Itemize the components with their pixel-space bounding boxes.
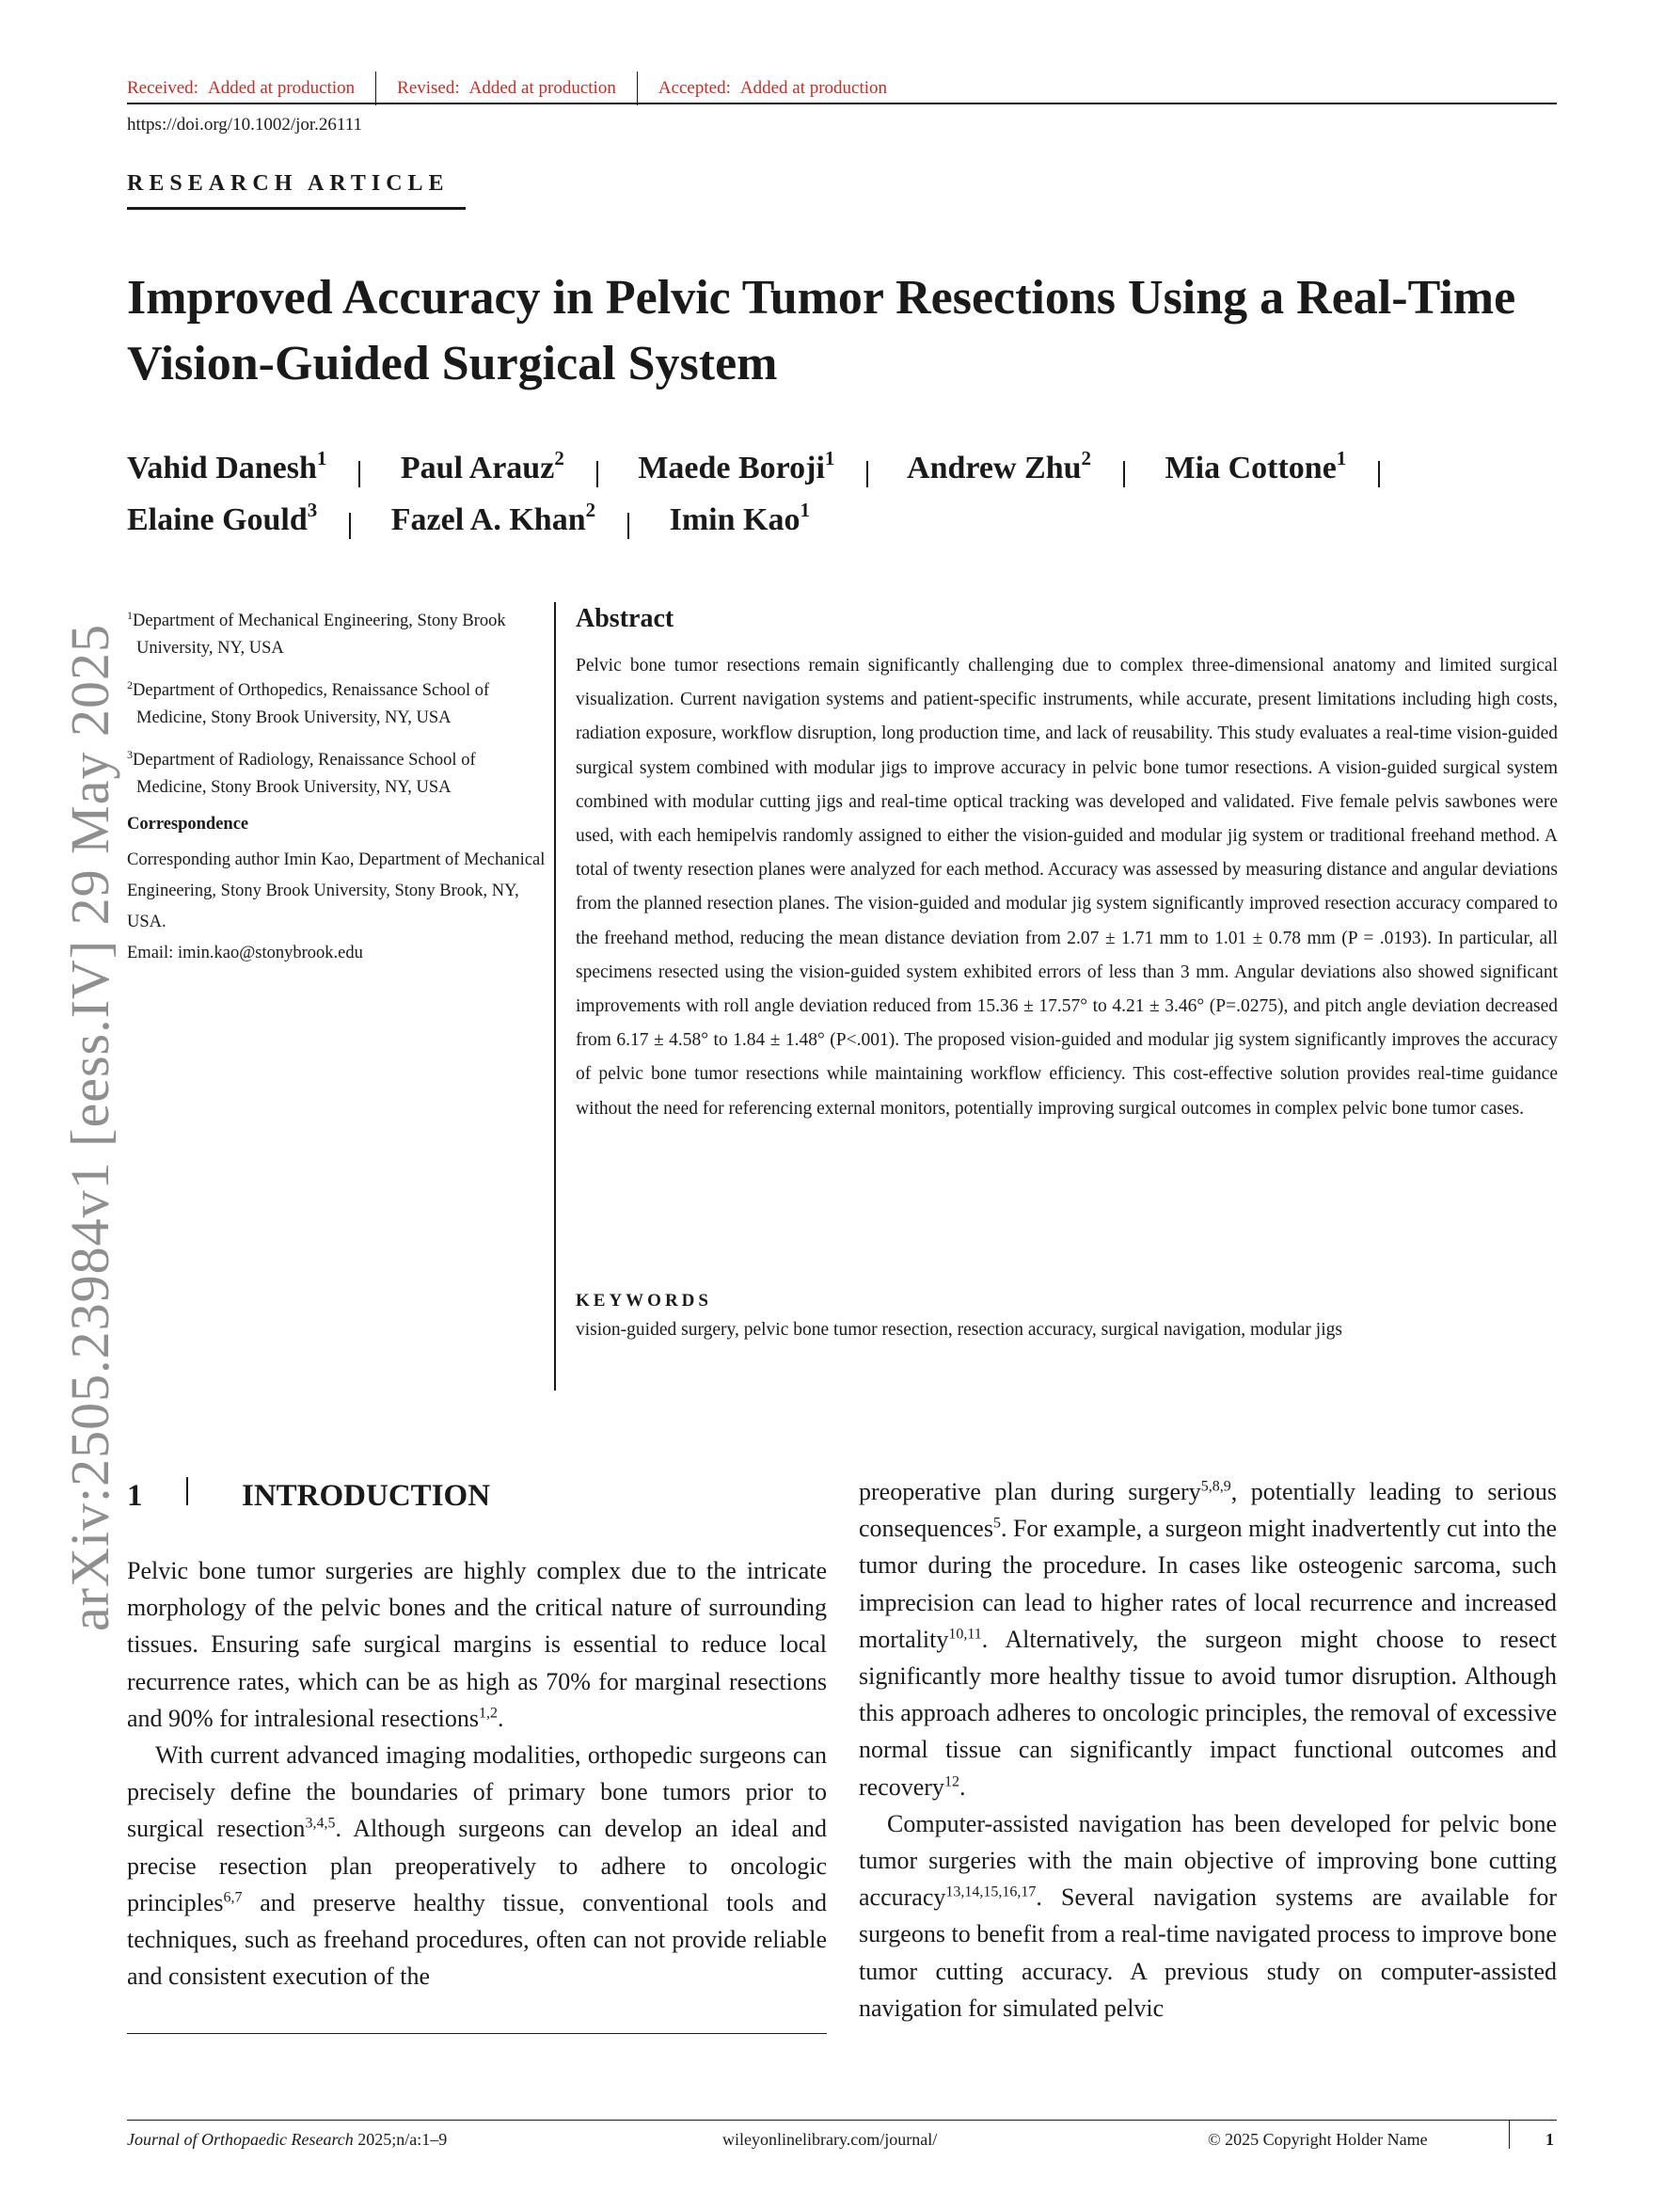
correspondence-body <box>127 845 546 969</box>
author-list <box>127 442 1557 546</box>
revised-value: Added at production <box>468 78 616 98</box>
accepted-label: Accepted: <box>658 78 731 98</box>
article-type-underline <box>127 207 466 210</box>
section-title: INTRODUCTION <box>242 1479 491 1513</box>
date-divider <box>375 72 376 105</box>
paragraph: Pelvic bone tumor surgeries are highly complex due to the intricate morphology of the pelvic bones and the critical nature of surrounding tissues. Ensuring safe surgical margins is essential to reduce local recurrence rates, which can be as high as 70% for marginal resections and 90% for intralesional resections$^{1,2}$. <box>127 1557 827 1732</box>
footer-rule <box>127 2120 1557 2121</box>
footnote-rule <box>127 2033 827 2034</box>
body-column-right <box>859 1473 1557 2026</box>
citation[interactable]: 3,4,5 <box>305 1815 336 1832</box>
doi-link[interactable]: https://doi.org/10.1002/jor.26111 <box>127 115 363 135</box>
affiliation-1: $^1$Department of Mechanical Engineering, Stony Brook University, NY, USA <box>127 609 506 659</box>
paragraph: With current advanced imaging modalities, orthopedic surgeons can precisely define the boundaries of primary bone tumors prior to surgical resection$^{3,4,5}$. Although surgeons can develop an ideal and precise resection plan preoperatively to adhere to oncologic principles$^{6,7}$ and preserve healthy tissue, conventional tools and techniques, such as freehand procedures, often can not provide reliable and consistent execution of the <box>127 1741 827 1991</box>
author-name: Paul Arauz$^2$ <box>400 447 564 485</box>
author-separator <box>1378 461 1380 487</box>
footer-divider <box>1509 2121 1510 2149</box>
accepted-value: Added at production <box>739 78 888 98</box>
paragraph: preoperative plan during surgery$^{5,8,9}$, potentially leading to serious consequences$^5$. For example, a surgeon might inadvertently cut into the tumor during the procedure. In cases like osteogenic sarcoma, such imprecision can lead to higher rates of local recurrence and increased mortality$^{10,11}$. Alternatively, the surgeon might choose to resect significantly more healthy tissue to avoid tumor disruption. Although this approach adheres to oncologic principles, the removal of excessive normal tissue can significantly impact functional outcomes and recovery$^{12}$. <box>859 1478 1558 1801</box>
received-label: Received: <box>127 78 198 98</box>
citation[interactable]: 6,7 <box>223 1889 243 1906</box>
citation[interactable]: 10,11 <box>948 1626 982 1643</box>
author-separator <box>627 513 629 539</box>
section-number: 1 <box>127 1479 143 1513</box>
abstract-heading: Abstract <box>576 604 674 633</box>
keywords-heading: KEYWORDS <box>576 1291 712 1311</box>
author-name: Elaine Gould$^3$ <box>127 499 318 537</box>
article-type: RESEARCH ARTICLE <box>127 171 450 196</box>
section-divider <box>186 1477 188 1505</box>
arxiv-watermark: arXiv:2505.23984v1 [eess.IV] 29 May 2025 <box>59 624 120 1631</box>
header-rule <box>127 103 1557 104</box>
author-name: Fazel A. Khan$^2$ <box>390 499 596 537</box>
citation[interactable]: 1,2 <box>479 1705 498 1722</box>
author-separator <box>866 461 868 487</box>
affiliation-2: $^2$Department of Orthopedics, Renaissance School of Medicine, Stony Brook University, NY, USA <box>127 678 490 728</box>
body-column-left <box>127 1552 827 1994</box>
paper-title: Improved Accuracy in Pelvic Tumor Resections Using a Real-Time Vision-Guided Surgical System <box>127 271 1516 390</box>
footer-url[interactable]: wileyonlinelibrary.com/journal/ <box>722 2130 938 2149</box>
author-name: Andrew Zhu$^2$ <box>907 447 1092 485</box>
page-number: 1 <box>1545 2130 1554 2149</box>
citation[interactable]: 12 <box>943 1772 959 1789</box>
footer-copyright: © 2025 Copyright Holder Name <box>1208 2130 1428 2149</box>
author-name: Vahid Danesh$^1$ <box>127 447 327 485</box>
column-divider <box>554 602 556 1391</box>
date-divider <box>637 72 638 105</box>
author-name: Maede Boroji$^1$ <box>638 447 835 485</box>
author-separator <box>358 461 360 487</box>
citation[interactable]: 13,14,15,16,17 <box>945 1883 1037 1900</box>
correspondence-text: Corresponding author Imin Kao, Department of Mechanical Engineering, Stony Brook University, Stony Brook, NY, USA. <box>127 850 546 931</box>
affiliations <box>127 602 546 811</box>
author-separator <box>1123 461 1125 487</box>
revised-label: Revised: <box>397 78 460 98</box>
publication-dates <box>127 72 887 105</box>
paragraph: Computer-assisted navigation has been developed for pelvic bone tumor surgeries with the main objective of improving bone cutting accuracy$^{13,14,15,16,17}$. Several navigation systems are available for surgeons to benefit from a real-time navigated process to improve bone tumor cutting accuracy. A previous study on computer-assisted navigation for simulated pelvic <box>859 1809 1557 2022</box>
author-name: Mia Cottone$^1$ <box>1165 447 1347 485</box>
citation[interactable]: 5 <box>992 1515 1001 1532</box>
author-separator <box>349 513 351 539</box>
citation[interactable]: 5,8,9 <box>1200 1478 1231 1495</box>
abstract-text: Pelvic bone tumor resections remain significantly challenging due to complex three-dimensional anatomy and limited surgical visualization. Current navigation systems and patient-specific instruments, while accurate, present limitations including high costs, radiation exposure, workflow disruption, long production time, and lack of reusability. This study evaluates a real-time vision-guided surgical system combined with modular jigs to improve accuracy in pelvic bone tumor resections. A vision-guided surgical system combined with modular cutting jigs and real-time optical tracking was developed and validated. Five female pelvis sawbones were used, with each hemipelvis randomly assigned to either the vision-guided and modular jig system or traditional freehand method. A total of twenty resection planes were analyzed for each method. Accuracy was assessed by measuring distance and angular deviations from the planned resection planes. The vision-guided and modular jig system significantly improved resection accuracy compared to the freehand method, reducing the mean distance deviation from 2.07 ± 1.71 mm to 1.01 ± 0.78 mm (P = .0193). In particular, all specimens resected using the vision-guided system exhibited errors of less than 3 mm. Angular deviations also showed significant improvements with roll angle deviation reduced from 15.36 ± 17.57° to 4.21 ± 3.46° (P=.0275), and pitch angle deviation decreased from 6.17 ± 4.58° to 1.84 ± 1.48° (P<.001). The proposed vision-guided and modular jig system significantly improves the accuracy of pelvic bone tumor resections while maintaining workflow efficiency. This cost-effective solution provides real-time guidance without the need for referencing external monitors, potentially improving surgical outcomes in complex pelvic bone tumor cases. <box>576 656 1558 1119</box>
correspondence-email[interactable]: Email: imin.kao@stonybrook.edu <box>127 944 363 962</box>
author-name: Imin Kao$^1$ <box>669 499 810 537</box>
affiliation-3: $^3$Department of Radiology, Renaissance School of Medicine, Stony Brook University, NY, USA <box>127 748 476 798</box>
received-value: Added at production <box>207 78 356 98</box>
correspondence-heading: Correspondence <box>127 815 249 834</box>
author-separator <box>596 461 598 487</box>
keywords-text: vision-guided surgery, pelvic bone tumor resection, resection accuracy, surgical navigation, modular jigs <box>576 1320 1342 1340</box>
footer-journal: Journal of Orthopaedic Research 2025;n/a:1–9 <box>127 2130 448 2149</box>
